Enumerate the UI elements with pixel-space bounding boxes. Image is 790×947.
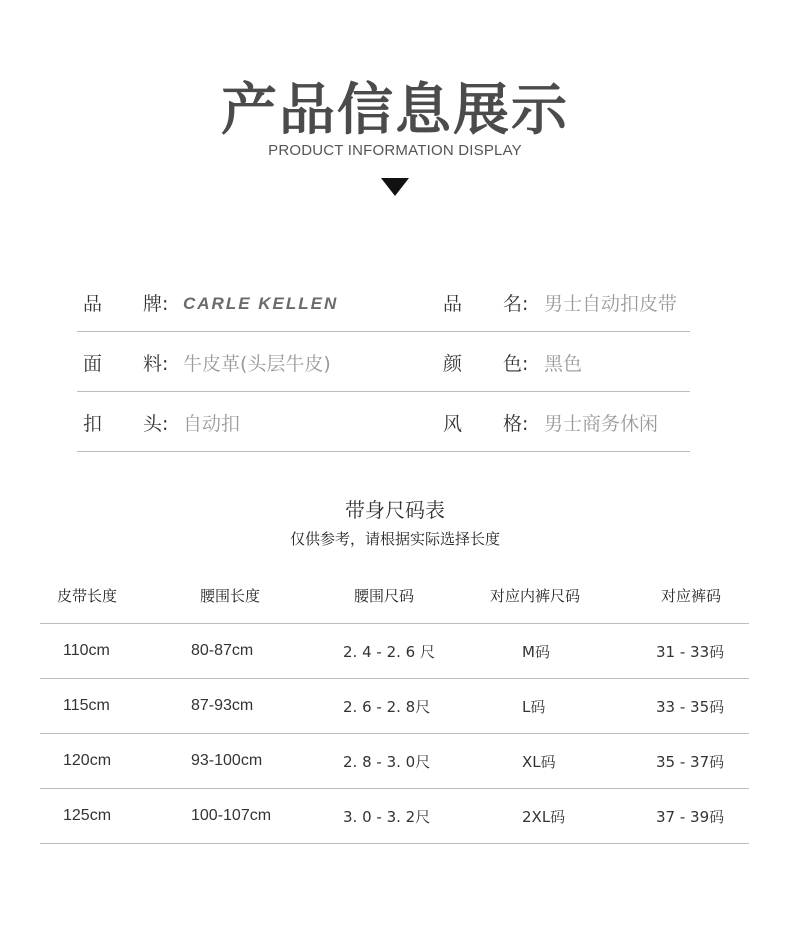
size-chart-table [40,568,749,844]
info-label-buckle-2: 头: [143,412,169,435]
header-underwear-size: 对应内裤尺码 [490,587,581,605]
info-label-color-2: 色: [503,352,529,375]
cell-pants-size: 33 - 35码 [656,697,725,716]
cell-underwear-size: XL码 [522,752,556,771]
cell-underwear-size: L码 [522,697,546,716]
brand-logo [183,272,338,332]
info-label-material-1: 面 [83,352,103,375]
info-value-buckle: 自动扣 [183,412,241,435]
product-info-table [77,272,690,452]
info-value-style: 男士商务休闲 [544,412,659,435]
info-value-name: 男士自动扣皮带 [544,292,678,315]
size-table-header [40,568,749,624]
cell-belt-length: 125cm [63,807,112,824]
info-value-color: 黑色 [544,352,583,375]
cell-waist-size: 2. 8 - 3. 0尺 [343,752,431,771]
header-belt-length: 皮带长度 [57,587,118,605]
info-row [77,272,690,332]
info-label-color-1: 颜 [443,352,463,375]
cell-belt-length: 110cm [63,642,110,659]
cell-pants-size: 35 - 37码 [656,752,725,771]
info-row [77,332,690,392]
header-waist-size: 腰围尺码 [354,587,415,605]
info-label-style-2: 格: [503,412,529,435]
cell-waist-size: 3. 0 - 3. 2尺 [343,807,431,826]
info-label-buckle-1: 扣 [83,412,103,435]
table-row [40,734,749,789]
brand-logo-text: CARLE KELLEN [183,294,339,313]
cell-pants-size: 31 - 33码 [656,642,725,661]
cell-waist-size: 2. 6 - 2. 8尺 [343,697,431,716]
down-triangle-icon [381,178,409,196]
info-value-material: 牛皮革(头层牛皮) [183,352,331,375]
cell-pants-size: 37 - 39码 [656,807,725,826]
info-label-name-1: 品 [443,292,463,315]
info-label-style-1: 风 [443,412,463,435]
cell-underwear-size: 2XL码 [522,807,566,826]
page-subtitle: PRODUCT INFORMATION DISPLAY [268,142,522,159]
table-row [40,624,749,679]
info-label-name-2: 名: [503,292,529,315]
size-chart-note: 仅供参考，请根据实际选择长度 [289,530,500,548]
cell-waist-length: 100-107cm [191,807,272,824]
cell-belt-length: 120cm [63,752,112,769]
header-pants-size: 对应裤码 [661,587,722,605]
info-label-material-2: 料: [143,352,169,375]
cell-waist-length: 87-93cm [191,697,254,714]
table-row [40,789,749,844]
info-row [77,392,690,452]
page-title: 产品信息展示 [221,78,569,143]
cell-waist-length: 80-87cm [191,642,254,659]
info-label-brand-2: 牌: [143,292,169,315]
table-row [40,679,749,734]
cell-waist-size: 2. 4 - 2. 6 尺 [343,642,435,661]
cell-underwear-size: M码 [522,642,550,661]
header-waist-length: 腰围长度 [200,587,261,605]
info-label-brand-1: 品 [83,292,103,315]
size-chart-title: 带身尺码表 [345,498,445,522]
cell-belt-length: 115cm [63,697,110,714]
cell-waist-length: 93-100cm [191,752,263,769]
